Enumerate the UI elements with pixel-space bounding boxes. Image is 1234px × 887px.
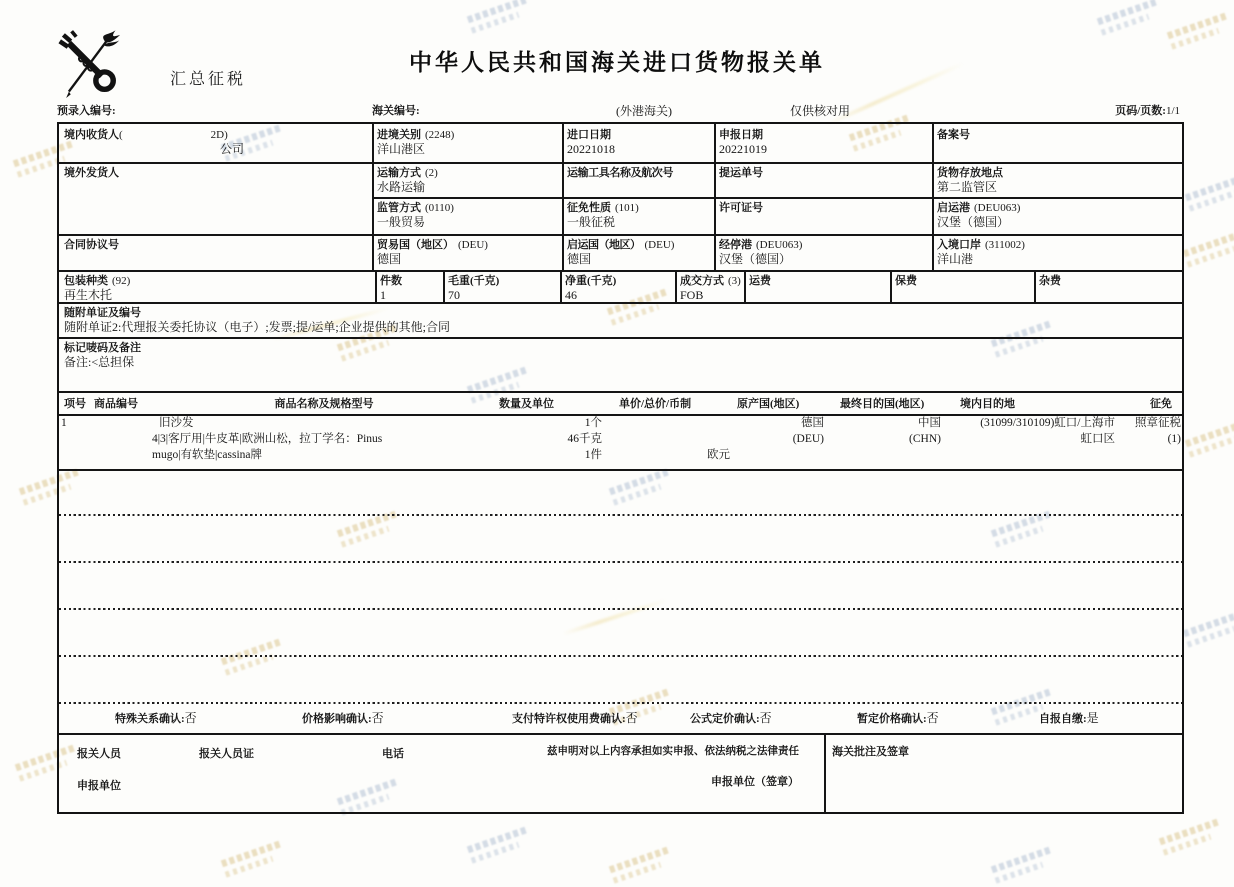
scan-artifact	[1181, 227, 1234, 272]
field-supervision-mode: 监管方式 (0110) 一般贸易	[377, 202, 454, 229]
goods-item-no: 1	[61, 417, 67, 429]
scan-artifact	[465, 0, 532, 37]
field-trade-country: 贸易国（地区） (DEU) 德国	[377, 239, 488, 266]
dashed-divider	[59, 514, 1182, 516]
field-packing-type: 包装种类 (92) 再生木托	[64, 275, 131, 302]
goods-qty-line2: 46千克	[567, 433, 602, 445]
goods-header-price-currency: 单价/总价/币制	[619, 398, 692, 410]
goods-levy-line2: (1)	[1167, 433, 1181, 445]
goods-currency: 欧元	[707, 449, 730, 461]
scan-artifact	[1095, 0, 1162, 39]
scan-artifact	[1183, 171, 1234, 216]
scan-artifact	[1183, 417, 1234, 462]
goods-header-domestic-dest: 境内目的地	[960, 398, 1015, 410]
customs-no-label: 海关编号:	[372, 105, 420, 117]
dashed-divider	[59, 702, 1182, 704]
field-import-date: 进口日期 20221018	[567, 129, 615, 156]
field-storage-place: 货物存放地点 第二监管区	[937, 167, 1003, 194]
goods-name-line2: 4|3|客厅用|牛皮革|欧洲山松，拉丁学名：Pinus	[152, 433, 383, 445]
field-transit-port: 经停港 (DEU063) 汉堡（德国）	[719, 239, 803, 266]
phone-label: 电话	[382, 748, 404, 760]
field-net-weight: 净重(千克) 46	[565, 275, 617, 302]
signature-label: 申报单位（签章）	[711, 776, 799, 788]
dashed-divider	[59, 561, 1182, 563]
confirm-royalty-payment: 支付特许权使用费确认:否	[512, 711, 638, 725]
footer-section	[59, 733, 1182, 812]
field-bl-no: 提运单号	[719, 167, 763, 179]
goods-domestic-dest-line1: (31099/310109)虹口/上海市	[980, 417, 1115, 429]
field-pieces: 件数 1	[380, 275, 402, 302]
goods-domestic-dest-line2: 虹口区	[1080, 433, 1115, 445]
goods-final-dest-line2: (CHN)	[909, 433, 941, 445]
field-insurance: 保费	[895, 275, 917, 287]
goods-levy-line1: 照章征税	[1135, 417, 1181, 429]
goods-header-item-no: 项号	[64, 398, 86, 410]
declare-unit-label: 申报单位	[77, 780, 121, 792]
goods-header-final-dest: 最终目的国(地区)	[840, 398, 925, 410]
confirm-provisional-price: 暂定价格确认:否	[857, 711, 939, 725]
page-title: 中华人民共和国海关进口货物报关单	[409, 50, 825, 75]
field-contract-no: 合同协议号	[64, 239, 119, 251]
declaration-statement: 兹申明对以上内容承担如实申报、依法纳税之法律责任	[547, 746, 799, 757]
scan-artifact	[465, 823, 532, 868]
summary-tax-mark: 汇总征税	[170, 71, 247, 88]
goods-origin-line1: 德国	[801, 417, 824, 429]
scan-artifact	[607, 843, 674, 887]
scan-artifact	[219, 837, 286, 882]
customs-notes-label: 海关批注及签章	[832, 746, 909, 758]
goods-qty-line3: 1件	[584, 449, 602, 461]
declarant-label: 报关人员	[77, 748, 121, 760]
field-freight: 运费	[749, 275, 771, 287]
field-gross-weight: 毛重(千克) 70	[448, 275, 500, 302]
goods-header-origin: 原产国(地区)	[737, 398, 800, 410]
page-number: 页码/页数:1/1	[1115, 105, 1180, 117]
goods-origin-line2: (DEU)	[792, 433, 824, 445]
check-only-note: 仅供核对用	[790, 104, 851, 118]
outer-port-note: (外港海关)	[616, 104, 672, 118]
goods-name-line3: mugo|有软垫|cassina牌	[152, 449, 263, 461]
declaration-form	[57, 122, 1184, 814]
goods-header-levy: 征免	[1150, 398, 1172, 410]
scan-artifact	[1181, 607, 1234, 652]
field-departure-country: 启运国（地区） (DEU) 德国	[567, 239, 675, 266]
declarant-cert-label: 报关人员证	[199, 748, 254, 760]
confirm-special-relation: 特殊关系确认:否	[115, 711, 197, 725]
confirm-self-declare-pay: 自报自缴:是	[1039, 711, 1099, 725]
field-attached-docs: 随附单证及编号 随附单证2:代理报关委托协议（电子）;发票;提/运单;企业提供的其他;合同	[64, 307, 451, 334]
goods-header-commodity-code: 商品编号	[94, 398, 138, 410]
field-transport-tool: 运输工具名称及航次号	[567, 167, 673, 179]
divider	[59, 469, 1182, 471]
field-departure-port: 启运港 (DEU063) 汉堡（德国）	[937, 202, 1021, 229]
field-consignee: 境内收货人( 2D) 公司	[64, 129, 245, 156]
dashed-divider	[59, 655, 1182, 657]
field-entry-port: 入境口岸 (311002) 洋山港	[937, 239, 1025, 266]
field-entry-customs: 进境关别 (2248) 洋山港区	[377, 129, 455, 156]
goods-header-qty-unit: 数量及单位	[499, 398, 554, 410]
confirm-formula-pricing: 公式定价确认:否	[690, 711, 772, 725]
field-transport-mode: 运输方式 (2) 水路运输	[377, 167, 438, 194]
dashed-divider	[59, 608, 1182, 610]
goods-qty-line1: 1个	[584, 417, 602, 429]
field-record-no: 备案号	[937, 129, 970, 141]
field-marks-remarks: 标记唛码及备注 备注:<总担保	[64, 342, 141, 369]
goods-row	[59, 414, 1182, 469]
goods-header-name-spec: 商品名称及规格型号	[274, 398, 374, 410]
field-levy-nature: 征免性质 (101) 一般征税	[567, 202, 639, 229]
goods-name-line1: 旧沙发	[159, 417, 194, 429]
field-declare-date: 申报日期 20221019	[719, 129, 767, 156]
field-overseas-shipper: 境外发货人	[64, 167, 119, 179]
goods-final-dest-line1: 中国	[918, 417, 941, 429]
preheader-row	[0, 99, 1234, 121]
field-misc-fees: 杂费	[1039, 275, 1061, 287]
scan-artifact	[989, 843, 1056, 887]
scan-artifact	[1157, 815, 1224, 860]
confirm-price-influence: 价格影响确认:否	[302, 711, 384, 725]
field-license-no: 许可证号	[719, 202, 763, 214]
field-trade-terms: 成交方式 (3) FOB	[680, 275, 741, 302]
pre-entry-no-label: 预录入编号:	[57, 105, 116, 117]
